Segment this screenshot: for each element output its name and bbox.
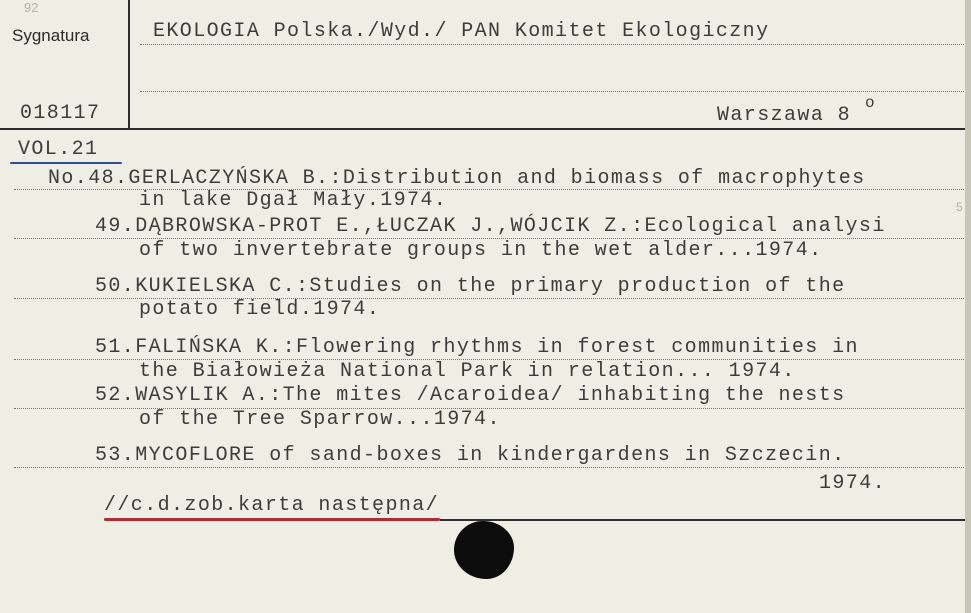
entry-line: 52.WASYLIK A.:The mites /Acaroidea/ inhabiting the nests xyxy=(95,384,846,407)
dotted-line xyxy=(140,44,966,45)
format-degree: o xyxy=(865,94,877,112)
volume-underline xyxy=(10,162,122,164)
entry-line: 50.KUKIELSKA C.:Studies on the primary production of the xyxy=(95,275,846,298)
volume-label: VOL.21 xyxy=(18,138,99,161)
bottom-rule xyxy=(440,519,966,521)
dotted-line xyxy=(14,467,966,468)
continuation-underline xyxy=(104,518,440,521)
margin-mark: 5 xyxy=(956,200,963,214)
punch-hole xyxy=(454,521,514,579)
pencil-mark: 92 xyxy=(24,0,39,15)
entry-line: of the Tree Sparrow...1974. xyxy=(139,408,501,431)
header-vertical-rule xyxy=(128,0,130,130)
entry-line: 49.DĄBROWSKA-PROT E.,ŁUCZAK J.,WÓJCIK Z.:Ecological analysi xyxy=(95,215,886,238)
entry-line: No.48.GERLACZYŃSKA B.:Distribution and biomass of macrophytes xyxy=(48,167,866,190)
entry-line: in lake Dgał Mały.1974. xyxy=(139,189,448,212)
header-horizontal-rule xyxy=(0,128,971,130)
entry-line: 53.MYCOFLORE of sand-boxes in kindergardens in Szczecin. xyxy=(95,444,846,467)
entry-line: 51.FALIŃSKA K.:Flowering rhythms in forest communities in xyxy=(95,336,859,359)
card-title: EKOLOGIA Polska./Wyd./ PAN Komitet Ekologiczny xyxy=(153,20,770,43)
continuation-note: //c.d.zob.karta następna/ xyxy=(104,494,440,517)
dotted-line xyxy=(140,91,966,92)
call-number: 018117 xyxy=(20,102,101,125)
entry-line: potato field.1974. xyxy=(139,298,381,321)
entry-line: 1974. xyxy=(819,472,887,495)
entry-line: the Białowieża National Park in relation... 1974. xyxy=(139,360,796,383)
signature-label: Sygnatura xyxy=(12,26,90,45)
publication-place: Warszawa 8 xyxy=(717,104,852,127)
entry-line: of two invertebrate groups in the wet alder...1974. xyxy=(139,239,823,262)
card-edge xyxy=(965,0,971,613)
